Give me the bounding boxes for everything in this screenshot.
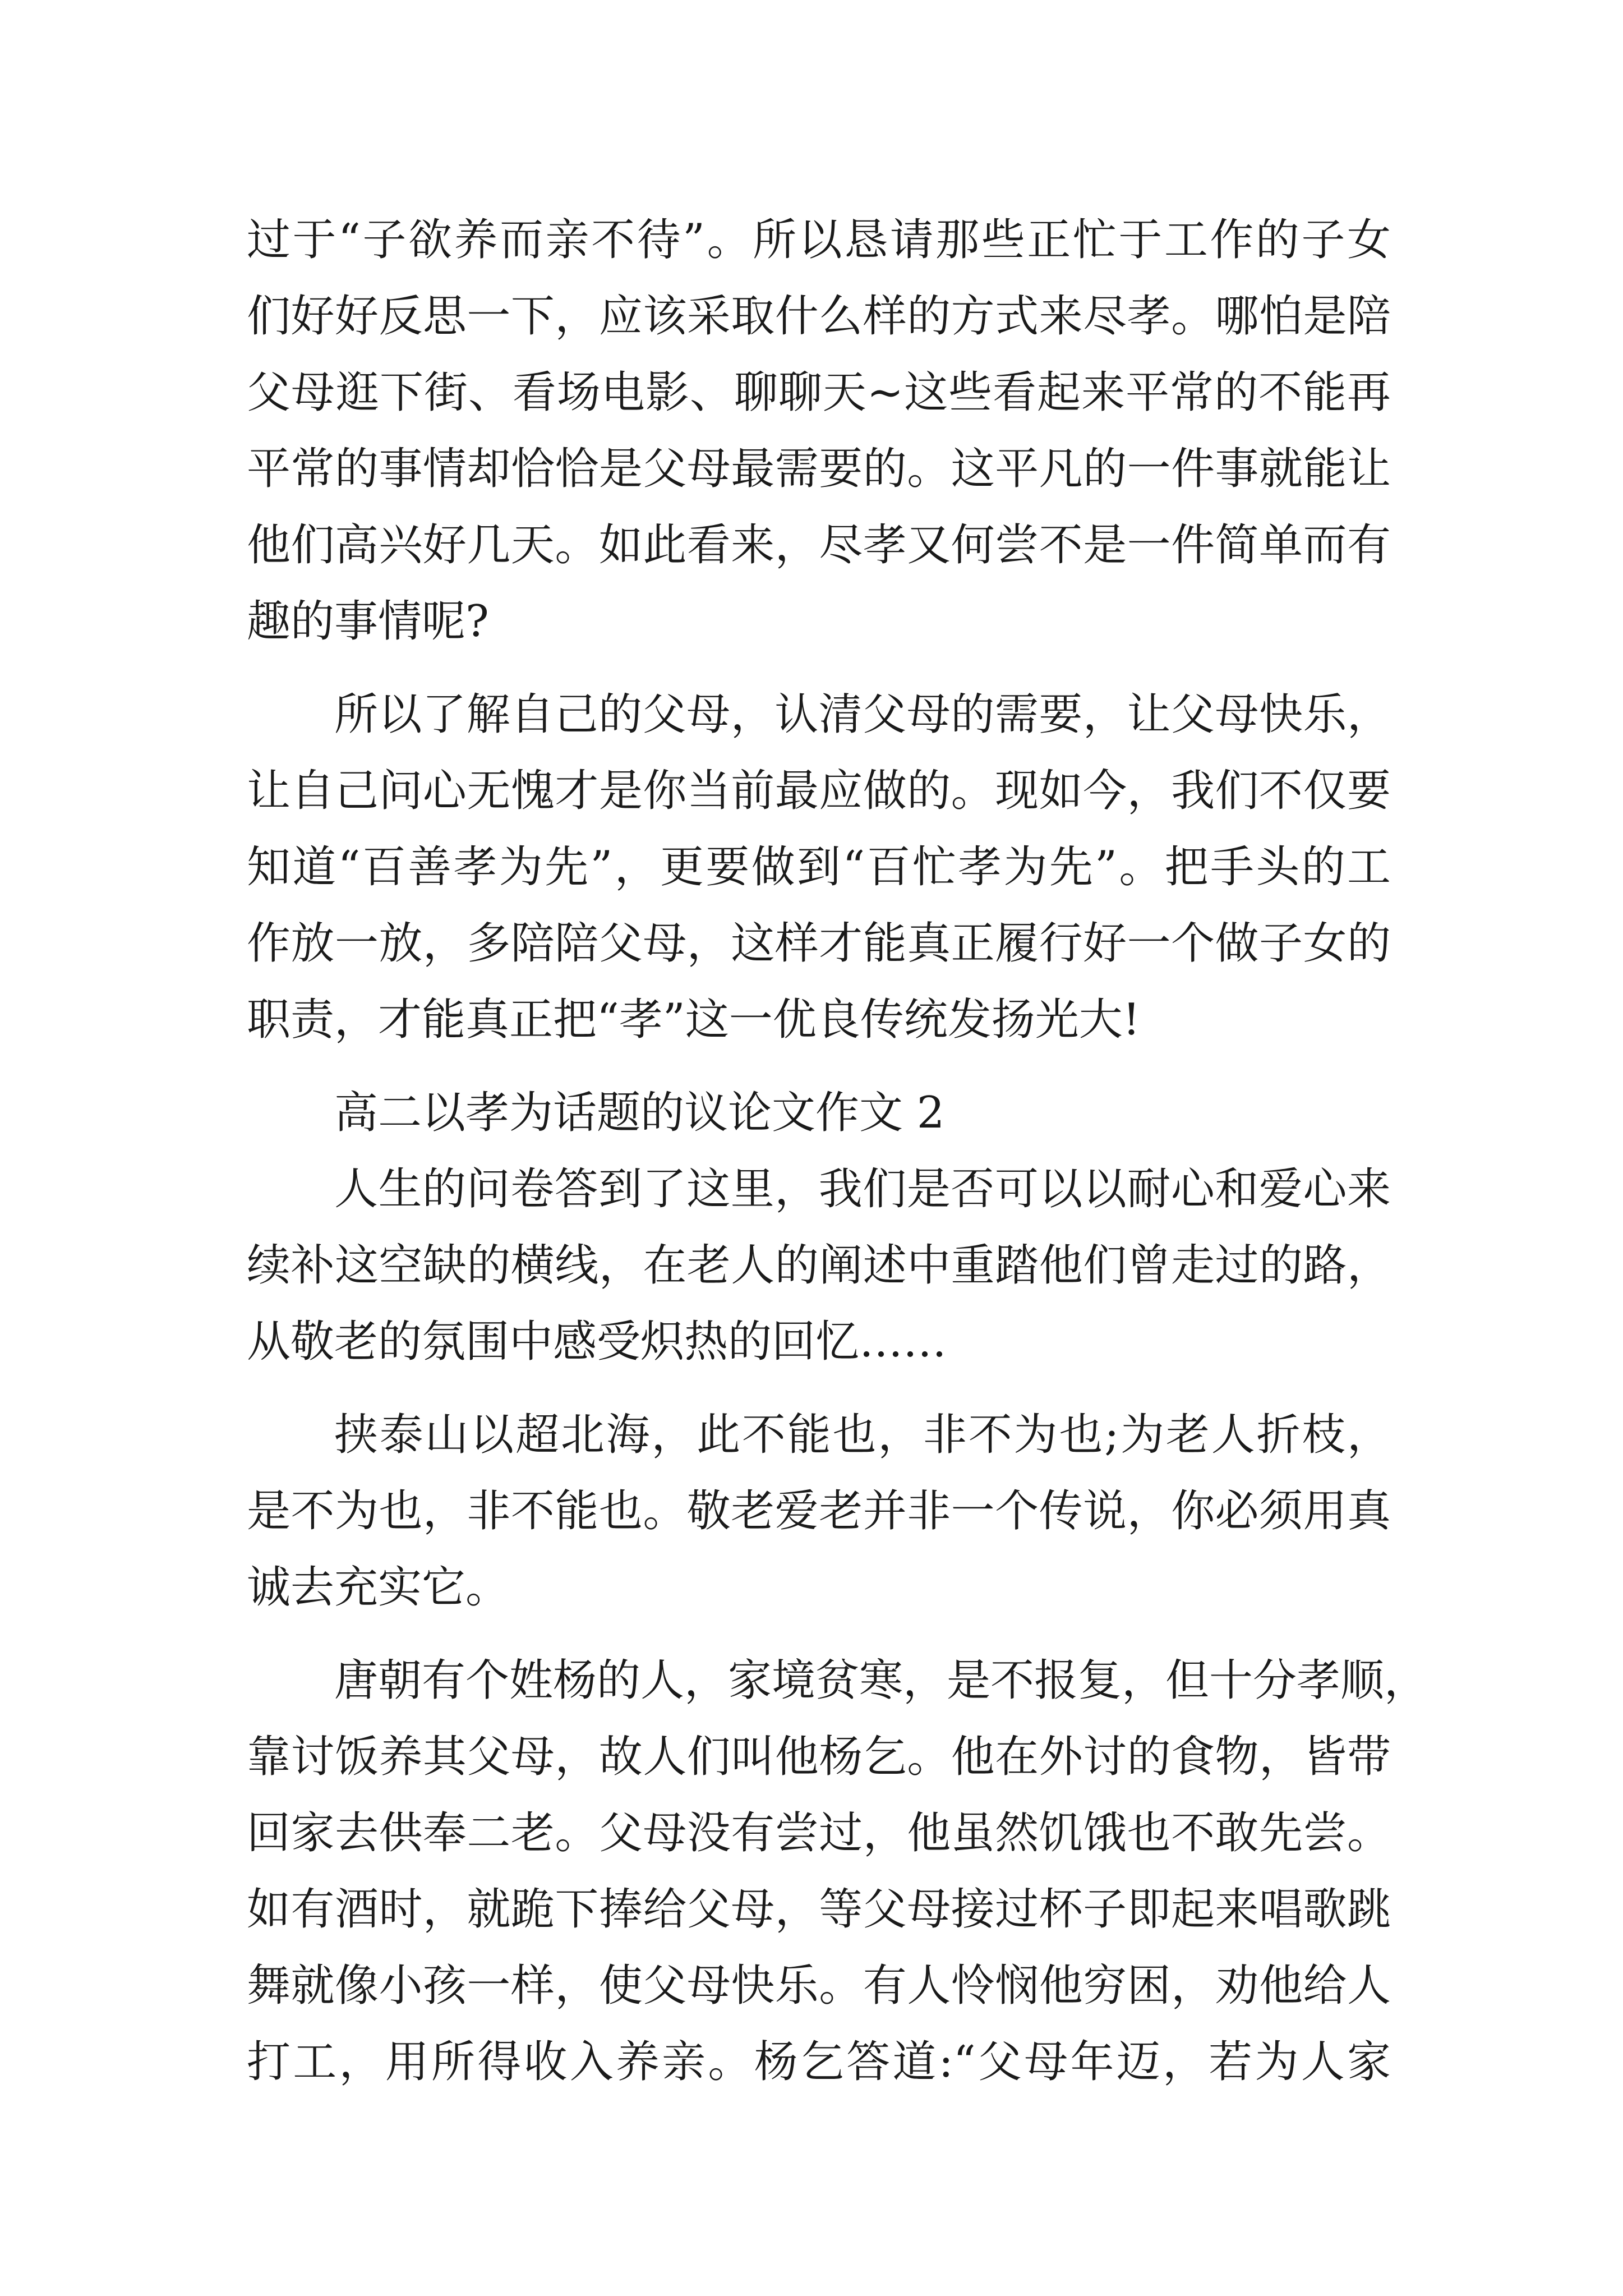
text-line: 过于“子欲养而亲不待”。所以恳请那些正忙于工作的子女 — [247, 215, 1391, 265]
text-line: 挟泰山以超北海，此不能也，非不为也;为老人折枝， — [334, 1410, 1391, 1460]
text-line: 是不为也，非不能也。敬老爱老并非一个传说，你必须用真 — [247, 1486, 1391, 1536]
text-line: 打工，用所得收入养亲。杨乞答道:“父母年迈，若为人家 — [247, 2037, 1391, 2087]
text-line: 职责，才能真正把“孝”这一优良传统发扬光大! — [247, 995, 1141, 1045]
text-line: 诚去充实它。 — [247, 1562, 510, 1613]
text-line: 知道“百善孝为先”，更要做到“百忙孝为先”。把手头的工 — [247, 842, 1391, 892]
text-line: 靠讨饭养其父母，故人们叫他杨乞。他在外讨的食物，皆带 — [247, 1732, 1391, 1782]
text-line: 让自己问心无愧才是你当前最应做的。现如今，我们不仅要 — [247, 766, 1391, 816]
text-line: 所以了解自己的父母，认清父母的需要，让父母快乐， — [334, 689, 1391, 740]
text-line: 人生的问卷答到了这里，我们是否可以以耐心和爱心来 — [334, 1164, 1391, 1214]
text-line: 他们高兴好几天。如此看来，尽孝又何尝不是一件简单而有 — [247, 520, 1391, 570]
heading-line: 高二以孝为话题的议论文作文 2 — [334, 1088, 945, 1138]
text-line: 从敬老的氛围中感受炽热的回忆…… — [247, 1317, 947, 1367]
text-line: 回家去供奉二老。父母没有尝过，他虽然饥饿也不敢先尝。 — [247, 1808, 1391, 1858]
paragraph-4 — [247, 1397, 1391, 1626]
text-line: 父母逛下街、看场电影、聊聊天~这些看起来平常的不能再 — [247, 367, 1391, 418]
text-line: 舞就像小孩一样，使父母快乐。有人怜悯他穷困，劝他给人 — [247, 1961, 1391, 2011]
text-line: 趣的事情呢? — [247, 596, 489, 647]
text-line: 平常的事情却恰恰是父母最需要的。这平凡的一件事就能让 — [247, 444, 1391, 494]
essay-body — [247, 202, 1428, 2100]
text-line: 们好好反思一下，应该采取什么样的方式来尽孝。哪怕是陪 — [247, 291, 1391, 342]
paragraph-2 — [247, 677, 1391, 1058]
text-line: 唐朝有个姓杨的人，家境贫寒，是不报复，但十分孝顺， — [334, 1655, 1428, 1706]
paragraph-1 — [247, 202, 1391, 660]
paragraph-5 — [247, 1642, 1428, 2100]
text-line: 续补这空缺的横线，在老人的阐述中重踏他们曾走过的路， — [247, 1240, 1391, 1291]
text-line: 如有酒时，就跪下捧给父母，等父母接过杯子即起来唱歌跳 — [247, 1884, 1391, 1935]
text-line: 作放一放，多陪陪父母，这样才能真正履行好一个做子女的 — [247, 918, 1391, 969]
paragraph-3 — [247, 1151, 1391, 1380]
section-heading — [247, 1075, 1391, 1151]
